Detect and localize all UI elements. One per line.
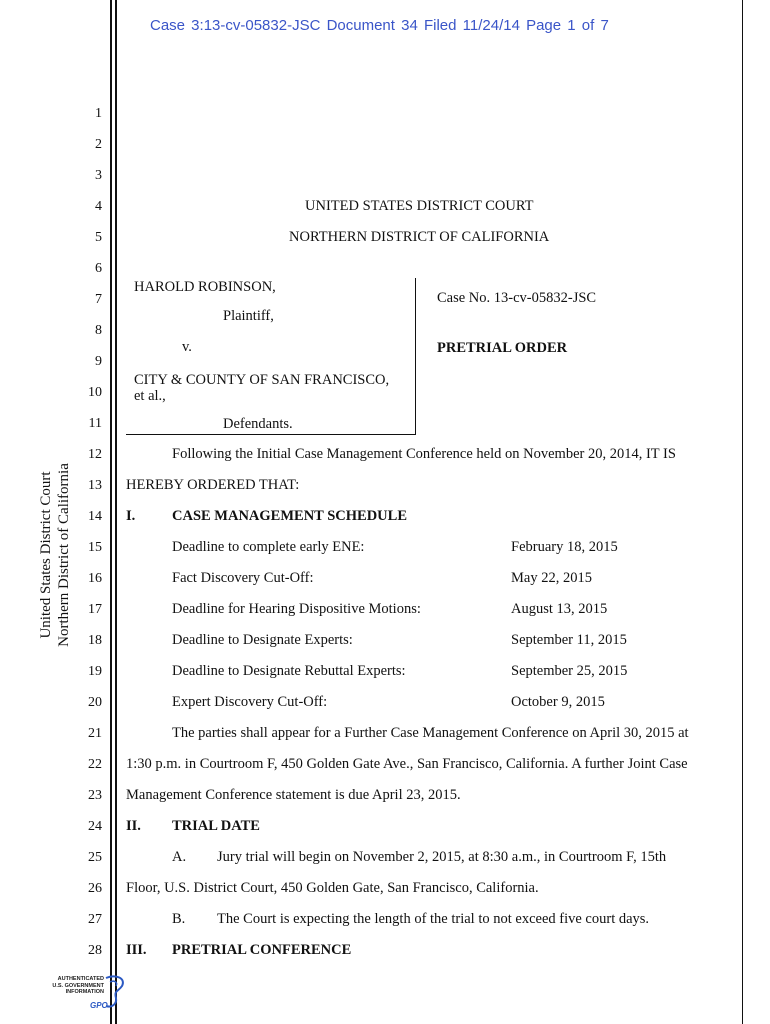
schedule-date: May 22, 2015 [511, 570, 592, 586]
line-number: 2 [95, 137, 102, 152]
gpo-seal-line-2: U.S. GOVERNMENT [52, 982, 104, 989]
plaintiff-role: Plaintiff, [223, 308, 274, 324]
side-label-district: Northern District of California [56, 463, 72, 647]
schedule-date: September 11, 2015 [511, 632, 627, 648]
section-1-title: CASE MANAGEMENT SCHEDULE [172, 508, 407, 524]
item-a-label: A. [172, 849, 187, 865]
schedule-label: Deadline to Designate Rebuttal Experts: [172, 663, 406, 679]
line-number: 20 [88, 695, 102, 710]
schedule-label: Deadline to Designate Experts: [172, 632, 353, 648]
line-number: 24 [88, 819, 102, 834]
schedule-label: Deadline for Hearing Dispositive Motions: [172, 601, 421, 617]
caption-divider-horizontal [126, 434, 416, 435]
gpo-seal-line-1: AUTHENTICATED [57, 976, 104, 982]
defendant-name: CITY & COUNTY OF SAN FRANCISCO, [134, 372, 390, 388]
intro-line-2: HEREBY ORDERED THAT: [126, 477, 300, 493]
line-number: 19 [88, 664, 102, 679]
line-number: 8 [95, 323, 102, 338]
line-number: 13 [88, 478, 102, 493]
item-a-line-2: Floor, U.S. District Court, 450 Golden Gate, San Francisco, California. [126, 880, 539, 896]
line-number: 17 [88, 602, 102, 617]
item-b-line-1: The Court is expecting the length of the trial to not exceed five court days. [217, 911, 650, 927]
line-number: 11 [88, 416, 102, 431]
line-number: 23 [88, 788, 102, 803]
line-number: 16 [88, 571, 102, 586]
schedule-date: February 18, 2015 [511, 539, 618, 555]
cmc-paragraph-line-2: 1:30 p.m. in Courtroom F, 450 Golden Gate Ave., San Francisco, California. A further Joint Case [126, 756, 688, 772]
line-number: 15 [88, 540, 102, 555]
line-number: 14 [88, 509, 102, 524]
line-number: 18 [88, 633, 102, 648]
line-number: 25 [88, 850, 102, 865]
line-number: 27 [88, 912, 102, 927]
left-margin-rule-inner [115, 0, 117, 1024]
item-a-line-1: Jury trial will begin on November 2, 2015, at 8:30 a.m., in Courtroom F, 15th [217, 849, 667, 865]
line-number: 28 [88, 943, 102, 958]
left-margin-rule-outer [110, 0, 112, 1024]
line-number: 22 [88, 757, 102, 772]
plaintiff-name: HAROLD ROBINSON, [134, 279, 276, 295]
court-side-label [37, 463, 73, 647]
intro-line-1: Following the Initial Case Management Conference held on November 20, 2014, IT IS [172, 446, 676, 462]
section-2-title: TRIAL DATE [172, 818, 260, 834]
section-3-title: PRETRIAL CONFERENCE [172, 942, 352, 958]
case-number: Case No. 13-cv-05832-JSC [437, 290, 597, 306]
item-b-label: B. [172, 911, 186, 927]
schedule-label: Deadline to complete early ENE: [172, 539, 365, 555]
line-number: 9 [95, 354, 102, 369]
line-number: 3 [95, 168, 102, 183]
line-number: 10 [88, 385, 102, 400]
court-name: UNITED STATES DISTRICT COURT [305, 198, 534, 214]
line-number: 4 [95, 199, 102, 214]
line-number: 12 [88, 447, 102, 462]
court-district: NORTHERN DISTRICT OF CALIFORNIA [289, 229, 550, 245]
side-label-court: United States District Court [38, 471, 54, 639]
defendant-et-al: et al., [134, 388, 166, 404]
right-margin-rule [742, 0, 743, 1024]
versus-label: v. [182, 339, 192, 355]
schedule-date: October 9, 2015 [511, 694, 605, 710]
caption-divider-vertical [415, 278, 416, 435]
schedule-date: August 13, 2015 [511, 601, 608, 617]
schedule-label: Fact Discovery Cut-Off: [172, 570, 314, 586]
line-number: 5 [95, 230, 102, 245]
cmc-paragraph-line-1: The parties shall appear for a Further Case Management Conference on April 30, 2015 at [172, 725, 689, 741]
schedule-date: September 25, 2015 [511, 663, 628, 679]
document-title: PRETRIAL ORDER [437, 340, 568, 356]
filing-header-stamp: Case 3:13-cv-05832-JSC Document 34 Filed 11/24/14 Page 1 of 7 [150, 17, 609, 34]
line-number: 7 [95, 292, 102, 307]
gpo-eagle-icon [44, 972, 134, 1012]
line-number: 1 [95, 106, 102, 121]
line-number: 21 [88, 726, 102, 741]
cmc-paragraph-line-3: Management Conference statement is due April 23, 2015. [126, 787, 461, 803]
section-3-number: III. [126, 942, 147, 958]
line-number: 6 [95, 261, 102, 276]
section-2-number: II. [126, 818, 141, 834]
gpo-mark: GPO [90, 1001, 108, 1010]
defendant-role: Defendants. [223, 416, 293, 432]
gpo-seal-line-3: INFORMATION [65, 989, 104, 995]
line-number: 26 [88, 881, 102, 896]
schedule-label: Expert Discovery Cut-Off: [172, 694, 328, 710]
section-1-number: I. [126, 508, 136, 524]
